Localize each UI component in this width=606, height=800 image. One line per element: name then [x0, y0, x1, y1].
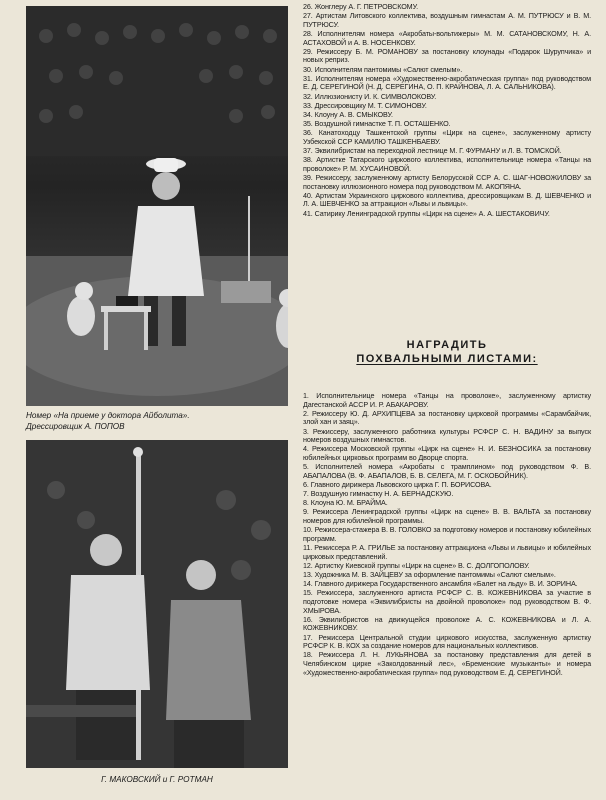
list-item: 3. Режиссеру, заслуженного работника культуры РСФСР С. Н. ВАДИНУ за выпуск номеров воздушных гимнастов.: [303, 426, 591, 445]
list-item: 13. Художника М. В. ЗАЙЦЕВУ за оформление пантомимы «Салют смелым».: [303, 570, 556, 579]
photo1-caption: [26, 410, 288, 432]
photo1-caption-line2: Дрессировщик А. ПОПОВ: [26, 422, 125, 431]
list-item: 14. Главного дирижера Государственного ансамбля «Балет на льду» В. И. ЗОРИНА.: [303, 579, 578, 589]
list-item: 18. Режиссера Л. Н. ЛУКЬЯНОВА за постановку представления для детей в Челябинском цирке «Заколдованный лес», «Бременские музыканты» и номера «Художественно-акробатическая группа» под руководством Е. Д. СЕРЕГИНОЙ.: [303, 650, 591, 677]
photo-makovsky-rotman: [26, 440, 288, 768]
photo1-caption-line1: Номер «На приеме у доктора Айболита».: [26, 411, 190, 420]
photo-makovsky-rotman-image: [26, 440, 288, 768]
list-item: 10. Режиссера-стажера В. В. ГОЛОВКО за подготовку номеров и постановку юбилейных программ.: [303, 525, 591, 543]
list-item: 16. Эквилибристов на движущейся проволоке А. С. КОЖЕВНИКОВА и Л. А. КОЖЕВНИКОВУ.: [303, 614, 591, 633]
list-item: 6. Главного дирижера Львовского цирка Г. П. БОРИСОВА.: [303, 479, 492, 489]
list-item: 26. Жонглеру А. Г. ПЕТРОВСКОМУ.: [303, 2, 418, 11]
list-item: 38. Артистке Татарского циркового коллектива, исполнительнице номера «Танцы на проволоке» Р. М. ХУСАИНОВОЙ.: [303, 155, 591, 173]
award-heading: [303, 338, 591, 366]
list-item: 36. Канатоходцу Ташкентской группы «Цирк на сцене», заслуженному артисту Узбекской ССР КАМИЛЮ ТАШКЕНБАЕВУ.: [303, 128, 591, 146]
list-item: 41. Сатирику Ленинградской группы «Цирк на сцене» А. А. ШЕСТАКОВИЧУ.: [303, 208, 550, 218]
list-item: 8. Клоуна Ю. М. БРАЙМА.: [303, 498, 388, 508]
list-item: 35. Воздушной гимнастке Т. П. ОСТАШЕНКО.: [303, 119, 451, 129]
list-item: 12. Артистку Киевской группы «Цирк на сцене» В. С. ДОЛГОПОЛОВУ.: [303, 560, 530, 570]
list-item: 9. Режиссера Ленинградской группы «Цирк на сцене» В. В. ВАЛЬТА за постановку номеров для юбилейной программы.: [303, 507, 591, 526]
list-item: 32. Иллюзионисту И. К. СИМВОЛОКОВУ.: [303, 91, 437, 101]
list-item: 5. Исполнителей номера «Акробаты с трамплином» под руководством Ф. В. АБАПАЛОВА (В. Ф. АБАПАЛОВ, Б. В. СЕЛЕГА, М. Г. ОСКОБОЙНИК).: [303, 462, 591, 480]
list-item: 2. Режиссеру Ю. Д. АРХИПЦЕВА за постановку цирковой программы «Сарамбайчик, злой хан и заяц».: [303, 408, 591, 427]
list-item: 33. Дрессировщику М. Т. СИМОНОВУ.: [303, 100, 427, 110]
list-item: 1. Исполнительнице номера «Танцы на проволоке», заслуженному артистку Дагестанской АССР И. Р. АБАКАРОВУ.: [303, 391, 591, 409]
photo-doctor-aibolit-image: [26, 6, 288, 406]
award-heading-line2: ПОХВАЛЬНЫМИ ЛИСТАМИ:: [356, 353, 538, 365]
list-item: 34. Клоуну А. В. СМЫКОВУ.: [303, 109, 393, 119]
list-item: 15. Режиссера, заслуженного артиста РСФСР С. В. КОЖЕВНИКОВА за участие в подготовке номера «Эквилибристы на двойной проволоке» под руководством В. Ф. ХМЫРОВА.: [303, 588, 591, 615]
list-item: 37. Эквилибристам на переходной лестнице М. Г. ФУРМАНУ и Л. В. ТОМСКОЙ.: [303, 146, 562, 156]
list-item: 28. Исполнителям номера «Акробаты-вольтижеры» М. М. САТАНОВСКОМУ, Н. А. АСТАХОВОЙ и А. В. НОСЕНКОВУ.: [303, 28, 591, 47]
photo-doctor-aibolit-act: [26, 6, 288, 406]
list-item: 27. Артистам Литовского коллектива, воздушным гимнастам А. М. ПУТРЮСУ и В. М. ПУТРЮСУ.: [303, 11, 591, 29]
list-item: 7. Воздушную гимнастку Н. А. БЕРНАДСКУЮ.: [303, 489, 454, 499]
list-item: 11. Режиссера Р. А. ГРИЛЬЕ за постановку аттракциона «Львы и львицы» и юбилейных цирковых представлений.: [303, 543, 591, 561]
commendation-list: [303, 392, 591, 678]
list-item: 4. Режиссера Московской группы «Цирк на сцене» Н. И. БЕЗНОСИКА за постановку юбилейных цирковых программ во Дворце спорта.: [303, 444, 591, 462]
list-item: 40. Артистам Украинского циркового коллектива, дрессировщикам В. Д. ШЕВЧЕНКО и Л. А. ШЕВЧЕНКО за аттракцион «Львы и львицы».: [303, 190, 591, 209]
list-item: 31. Исполнителям номера «Художественно-акробатическая группа» под руководством Е. Д. СЕРЕГИНОЙ (Н. Д. СЕРЕГИНА, О. П. КРАЙНОВА, Л. А. САЛЬНИКОВА).: [303, 73, 591, 92]
photo2-caption: Г. МАКОВСКИЙ и Г. РОТМАН: [101, 775, 213, 784]
award-list-continued: [303, 3, 591, 219]
list-item: 39. Режиссеру, заслуженному артисту Белорусской ССР А. С. ШАГ-НОВОЖИЛОВУ за постановку иллюзионного номера под руководством М. АКОПЯНА.: [303, 173, 591, 191]
award-heading-line1: НАГРАДИТЬ: [406, 339, 488, 351]
list-item: 30. Исполнителям пантомимы «Салют смелым».: [303, 64, 463, 74]
list-item: 17. Режиссера Центральной студии циркового искусства, заслуженную артистку РСФСР К. В. КОХ за создание номеров для национальных коллективов.: [303, 632, 591, 651]
list-item: 29. Режиссеру Б. М. РОМАНОВУ за постановку клоунады «Подарок Шурупчика» и новых реприз.: [303, 46, 591, 65]
